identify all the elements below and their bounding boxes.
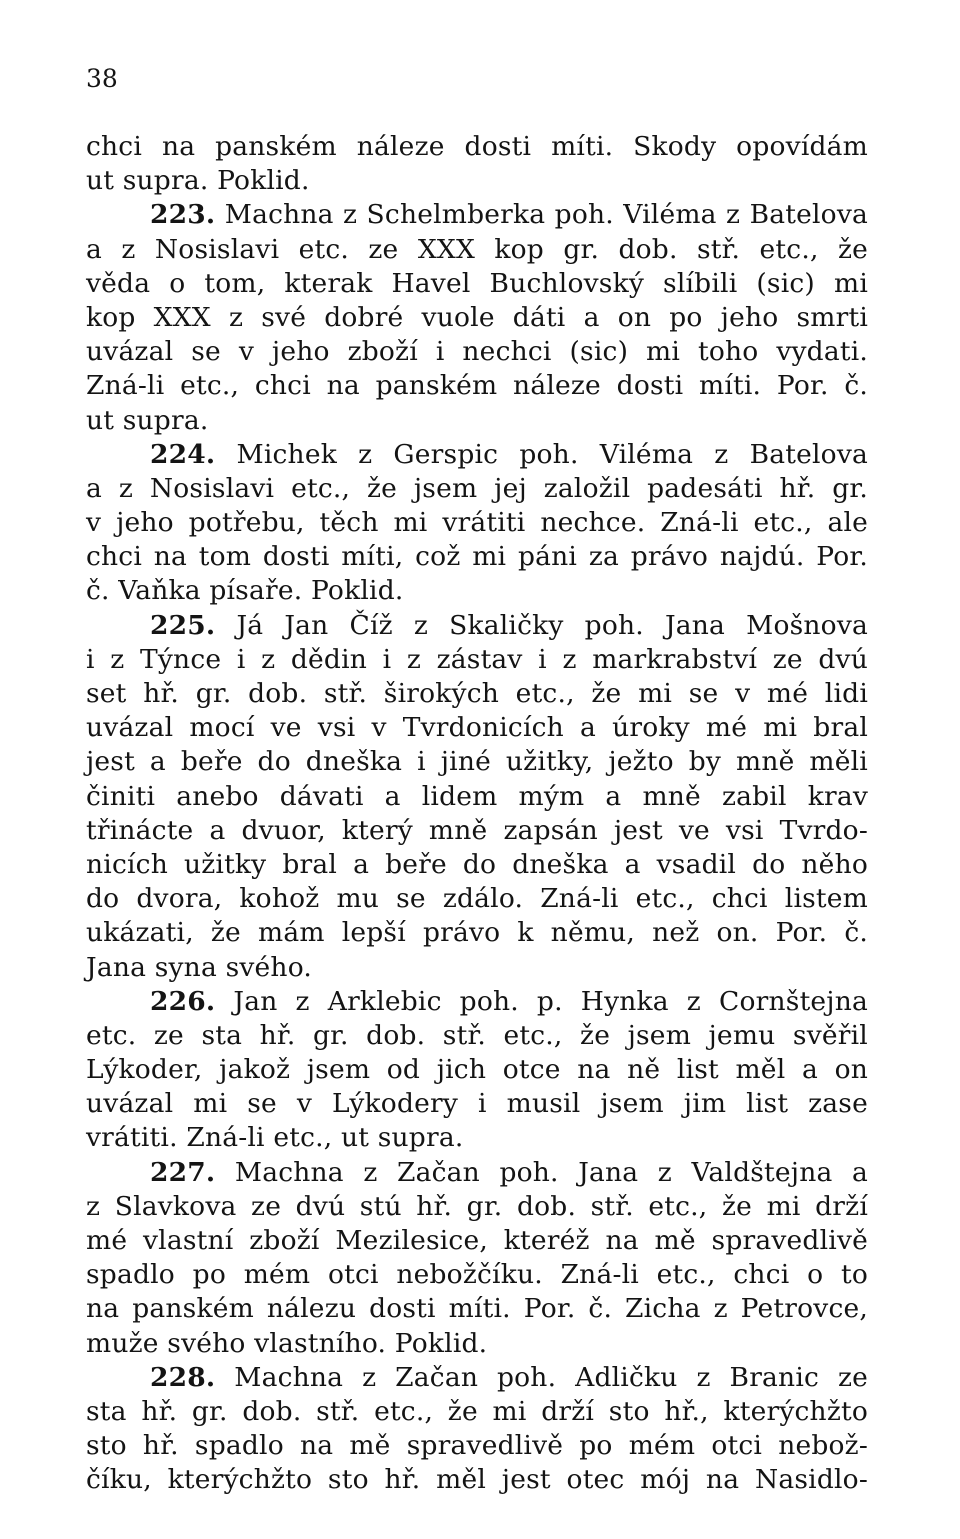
line-text: uvázal se v jeho zboží i nechci (sic) mi toho vydati.: [86, 336, 868, 368]
line-text: mé vlastní zboží Mezilesice, kteréž na mě spravedlivě: [86, 1225, 868, 1256]
text-line: [86, 335, 868, 369]
text-line: [86, 1087, 868, 1121]
entry-number: 226.: [150, 985, 216, 1017]
entry-first-line: [86, 198, 868, 232]
line-text: Já Jan Číž z Skaličky poh. Jana Mošnova: [236, 609, 868, 641]
text-line: [86, 848, 868, 882]
line-text: v jeho potřebu, těch mi vrátiti nechce. Zná-li etc., ale: [86, 507, 868, 539]
text-line: [86, 404, 868, 438]
line-text: sto hř. spadlo na mě spravedlivě po mém otci nebož-: [86, 1430, 868, 1462]
text-line: [86, 711, 868, 745]
text-line: [86, 472, 868, 506]
line-text: etc. ze sta hř. gr. dob. stř. etc., že jsem jemu svěřil: [86, 1019, 868, 1051]
text-line: [86, 1429, 868, 1463]
line-text: Machna z Začan poh. Jana z Valdštejna a: [234, 1156, 868, 1188]
line-text: vrátiti. Zná-li etc., ut supra.: [86, 1122, 464, 1154]
line-text: uvázal mocí ve vsi v Tvrdonicích a úroky mé mi bral: [86, 712, 868, 744]
text-line: [86, 814, 868, 848]
text-block: [86, 130, 868, 1498]
line-text: Lýkoder, jakož jsem od jich otce na ně list měl a on: [86, 1054, 868, 1086]
line-text: muže svého vlastního. Poklid.: [86, 1327, 488, 1359]
text-line: [86, 745, 868, 779]
text-line: [86, 1395, 868, 1429]
text-line: [86, 1258, 868, 1292]
entry-number: 223.: [150, 199, 216, 231]
entry-first-line: [86, 609, 868, 643]
line-text: číku, kterýchžto sto hř. měl jest otec mój na Nasidlo-: [86, 1464, 868, 1496]
text-line: [86, 677, 868, 711]
text-line: [86, 643, 868, 677]
line-text: činiti anebo dávati a lidem mým a mně zabil krav: [86, 780, 868, 812]
text-line: [86, 130, 868, 164]
line-text: na panském nálezu dosti míti. Por. č. Zicha z Petrovce,: [86, 1293, 868, 1325]
entry-number: 224.: [150, 438, 216, 470]
entry-number: 228.: [150, 1361, 216, 1393]
text-line: [86, 1292, 868, 1326]
text-line: [86, 1190, 868, 1224]
line-text: z Slavkova ze dvú stú hř. gr. dob. stř. etc., že mi drží: [86, 1190, 868, 1222]
line-text: Jan z Arklebic poh. p. Hynka z Cornštejna: [233, 985, 868, 1017]
entry-first-line: [86, 1361, 868, 1395]
text-line: [86, 506, 868, 540]
text-line: [86, 1019, 868, 1053]
line-text: Zná-li etc., chci na panském náleze dosti míti. Por. č.: [86, 370, 868, 402]
text-line: [86, 951, 868, 985]
text-line: [86, 780, 868, 814]
text-line: [86, 916, 868, 950]
line-text: Michek z Gerspic poh. Viléma z Batelova: [236, 438, 869, 470]
text-line: [86, 1327, 868, 1361]
line-text: uvázal mi se v Lýkodery i musil jsem jim list zase: [86, 1088, 868, 1120]
text-line: [86, 1053, 868, 1087]
line-text: a z Nosislavi etc., že jsem jej založil padesáti hř. gr.: [86, 472, 868, 504]
line-text: Jana syna svého.: [86, 951, 313, 983]
text-line: [86, 267, 868, 301]
text-line: [86, 1224, 868, 1258]
line-text: chci na panském náleze dosti míti. Skody opovídám: [86, 131, 868, 162]
text-line: [86, 233, 868, 267]
line-text: set hř. gr. dob. stř. širokých etc., že mi se v mé lidi: [86, 678, 868, 709]
line-text: jest a beře do dneška i jiné užitky, ježto by mně měli: [86, 746, 868, 778]
text-line: [86, 1121, 868, 1155]
line-text: věda o tom, kterak Havel Buchlovský slíbili (sic) mi: [86, 267, 868, 299]
line-text: a z Nosislavi etc. ze XXX kop gr. dob. stř. etc., že: [86, 233, 868, 265]
line-text: do dvora, kohož mu se zdálo. Zná-li etc., chci listem: [86, 883, 868, 915]
entry-first-line: [86, 985, 868, 1019]
text-line: [86, 301, 868, 335]
text-line: [86, 369, 868, 403]
line-text: ut supra. Poklid.: [86, 165, 310, 197]
text-line: [86, 882, 868, 916]
line-text: spadlo po mém otci nebožčíku. Zná-li etc., chci o to: [86, 1259, 868, 1291]
text-line: [86, 1463, 868, 1497]
line-text: sta hř. gr. dob. stř. etc., že mi drží sto hř., kterýchžto: [86, 1395, 868, 1427]
line-text: ukázati, že mám lepší právo k němu, než on. Por. č.: [86, 917, 868, 949]
entry-first-line: [86, 1156, 868, 1190]
line-text: Machna z Začan poh. Adličku z Branic ze: [234, 1361, 869, 1393]
line-text: č. Vaňka písaře. Poklid.: [86, 575, 404, 607]
line-text: nicích užitky bral a beře do dneška a vsadil do něho: [86, 848, 868, 880]
page-number: 38: [86, 64, 118, 93]
line-text: třinácte a dvuor, který mně zapsán jest ve vsi Tvrdo-: [86, 814, 868, 846]
line-text: i z Týnce i z dědin i z zástav i z markrabství ze dvú: [86, 643, 868, 675]
line-text: Machna z Schelmberka poh. Viléma z Batelova: [224, 199, 868, 231]
entry-number: 225.: [150, 609, 216, 641]
text-line: [86, 540, 868, 574]
entry-number: 227.: [150, 1156, 216, 1188]
text-line: [86, 164, 868, 198]
line-text: kop XXX z své dobré vuole dáti a on po jeho smrti: [86, 301, 868, 333]
line-text: ut supra.: [86, 404, 209, 436]
line-text: chci na tom dosti míti, což mi páni za právo najdú. Por.: [86, 541, 868, 573]
text-line: [86, 574, 868, 608]
entry-first-line: [86, 438, 868, 472]
